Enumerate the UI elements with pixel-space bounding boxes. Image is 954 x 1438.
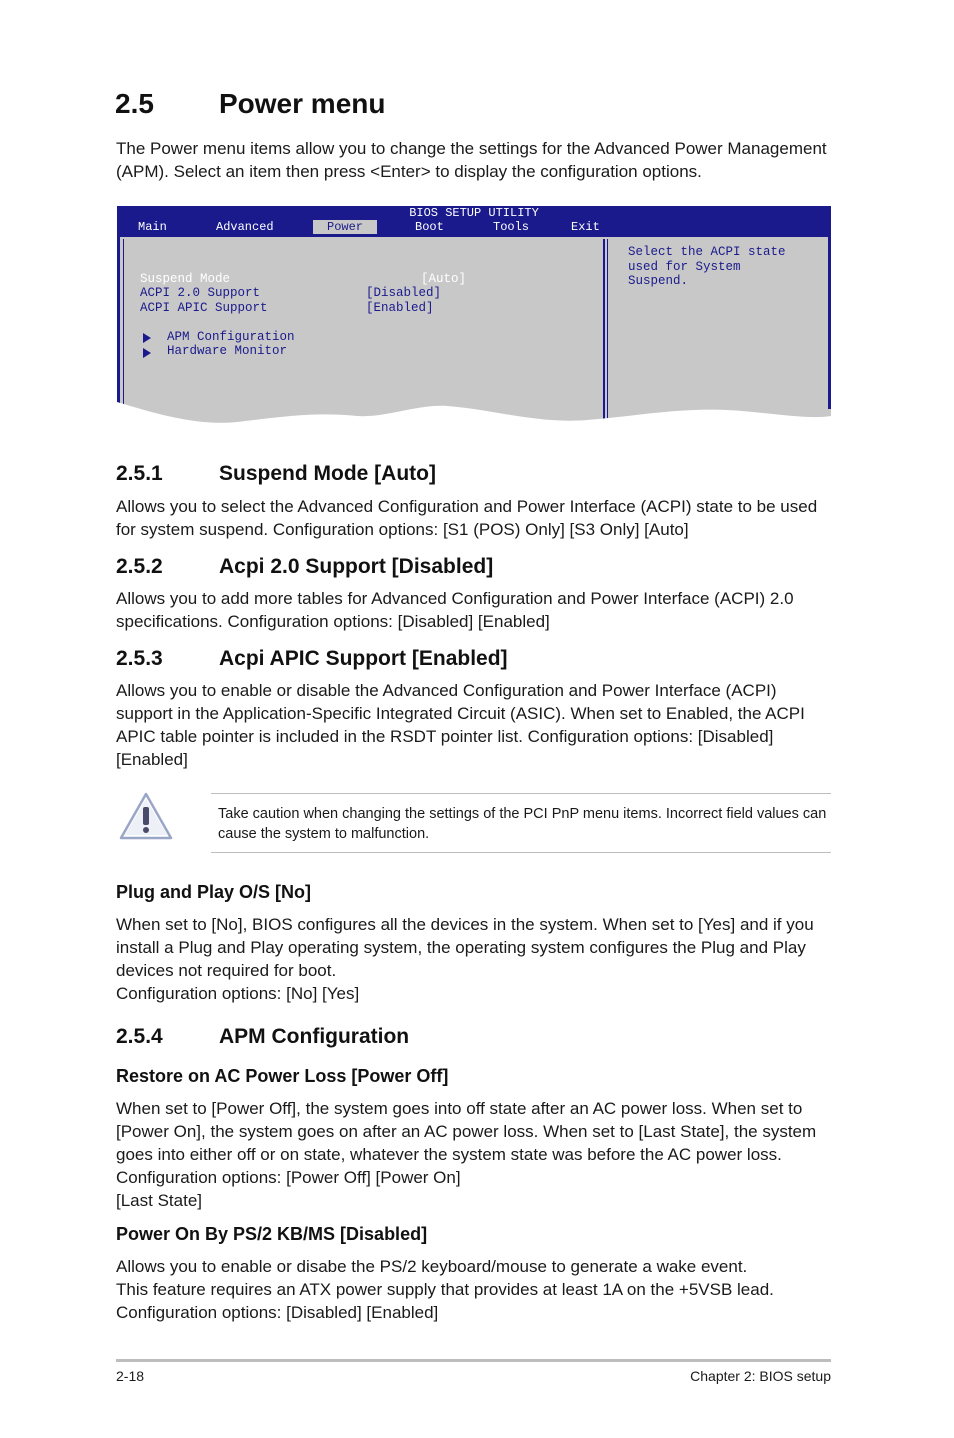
bios-help-line: Suspend.	[628, 274, 689, 288]
bios-value-suspend-mode[interactable]: [Auto]	[421, 272, 467, 286]
bios-tab-boot[interactable]: Boot	[415, 220, 444, 234]
bios-item-acpi-20[interactable]: ACPI 2.0 Support	[140, 286, 261, 300]
heading-number: 2.5.1	[116, 462, 163, 485]
bios-tab-tools[interactable]: Tools	[493, 220, 530, 234]
heading-apm-configuration	[116, 1025, 409, 1049]
heading-text: Suspend Mode [Auto]	[219, 462, 436, 485]
plug-and-play-options: Configuration options: [No] [Yes]	[116, 984, 360, 1003]
restore-ac-power-options-cont: [Last State]	[116, 1191, 202, 1210]
heading-restore-ac-power: Restore on AC Power Loss [Power Off]	[116, 1066, 449, 1086]
section-number: 2.5	[115, 88, 154, 119]
submenu-arrow-icon	[143, 348, 151, 358]
heading-text: Acpi APIC Support [Enabled]	[219, 647, 508, 670]
caution-text: Take caution when changing the settings of the PCI PnP menu items. Incorrect field values can cause the system to malfunction.	[218, 806, 827, 842]
bios-value-acpi-apic[interactable]: [Enabled]	[366, 301, 434, 315]
heading-acpi-20	[116, 555, 493, 579]
heading-number: 2.5.3	[116, 647, 163, 670]
heading-acpi-apic	[116, 647, 508, 671]
acpi-20-body: Allows you to add more tables for Advanced Configuration and Power Interface (ACPI) 2.0 specifications. Configuration options: [Disabled] [Enabled]	[116, 589, 794, 631]
bios-tab-advanced[interactable]: Advanced	[216, 220, 274, 234]
torn-edge	[117, 396, 831, 434]
caution-rule-top	[211, 793, 831, 794]
intro-paragraph: The Power menu items allow you to change the settings for the Advanced Power Management (APM). Select an item then press <Enter> to display the configuration options.	[116, 139, 827, 181]
bios-help-line: used for System	[628, 260, 741, 274]
heading-suspend-mode	[116, 462, 436, 486]
bios-submenu-apm[interactable]: APM Configuration	[167, 330, 295, 344]
heading-number: 2.5.2	[116, 555, 163, 578]
bios-tab-main[interactable]: Main	[138, 220, 167, 234]
heading-power-on-ps2: Power On By PS/2 KB/MS [Disabled]	[116, 1224, 428, 1244]
plug-and-play-body: When set to [No], BIOS configures all the devices in the system. When set to [Yes] and if you install a Plug and Play operating system, the operating system configures the Plug and Play devices not required for boot.	[116, 915, 814, 980]
footer-rule	[116, 1359, 831, 1362]
bios-title: BIOS SETUP UTILITY	[409, 206, 539, 220]
suspend-mode-body: Allows you to select the Advanced Configuration and Power Interface (ACPI) state to be used for system suspend. Configuration options: [S1 (POS) Only] [S3 Only] [Auto]	[116, 497, 818, 539]
section-title	[115, 88, 385, 120]
warning-triangle-icon	[118, 790, 174, 842]
restore-ac-power-body: When set to [Power Off], the system goes into off state after an AC power loss. When set to [Power On], the system goes on after an AC power loss. When set to [Last State], the system goes into either off or on state, whatever the system state was before the AC power loss.	[116, 1099, 817, 1164]
bios-divider-inner	[607, 239, 608, 419]
heading-text: Acpi 2.0 Support [Disabled]	[219, 555, 494, 578]
power-on-ps2-line1: Allows you to enable or disabe the PS/2 keyboard/mouse to generate a wake event.	[116, 1257, 748, 1276]
bios-value-acpi-20[interactable]: [Disabled]	[366, 286, 442, 300]
bios-screenshot	[117, 206, 831, 434]
acpi-apic-body: Allows you to enable or disable the Advanced Configuration and Power Interface (ACPI) support in the Application-Specific Integrated Circuit (ASIC). When set to Enabled, the ACPI APIC table pointer is included in the RSDT pointer list. Configuration options: [Disabled] [Enabled]	[116, 681, 805, 769]
heading-plug-and-play: Plug and Play O/S [No]	[116, 882, 312, 902]
caution-rule-bottom	[211, 852, 831, 853]
bios-item-acpi-apic[interactable]: ACPI APIC Support	[140, 301, 268, 315]
bios-tab-power[interactable]: Power	[313, 220, 377, 234]
heading-number: 2.5.4	[116, 1025, 163, 1048]
submenu-arrow-icon	[143, 333, 151, 343]
bios-frame-left	[117, 234, 120, 409]
heading-text: APM Configuration	[219, 1025, 410, 1048]
page-number: 2-18	[116, 1368, 145, 1384]
power-on-ps2-line2: This feature requires an ATX power supply that provides at least 1A on the +5VSB lead.	[116, 1280, 774, 1299]
bios-tab-exit[interactable]: Exit	[571, 220, 600, 234]
bios-frame-right	[828, 234, 831, 409]
bios-frame-top	[117, 234, 831, 237]
power-on-ps2-options: Configuration options: [Disabled] [Enabled]	[116, 1303, 439, 1322]
bios-inner-left	[123, 239, 124, 409]
bios-item-suspend-mode[interactable]: Suspend Mode	[140, 272, 231, 286]
bios-divider	[603, 239, 605, 419]
section-title-text: Power menu	[219, 88, 386, 119]
bios-help-line: Select the ACPI state	[628, 245, 786, 259]
restore-ac-power-options: Configuration options: [Power Off] [Power On]	[116, 1168, 461, 1187]
chapter-label: Chapter 2: BIOS setup	[690, 1368, 831, 1384]
bios-submenu-hardware-monitor[interactable]: Hardware Monitor	[167, 344, 288, 358]
